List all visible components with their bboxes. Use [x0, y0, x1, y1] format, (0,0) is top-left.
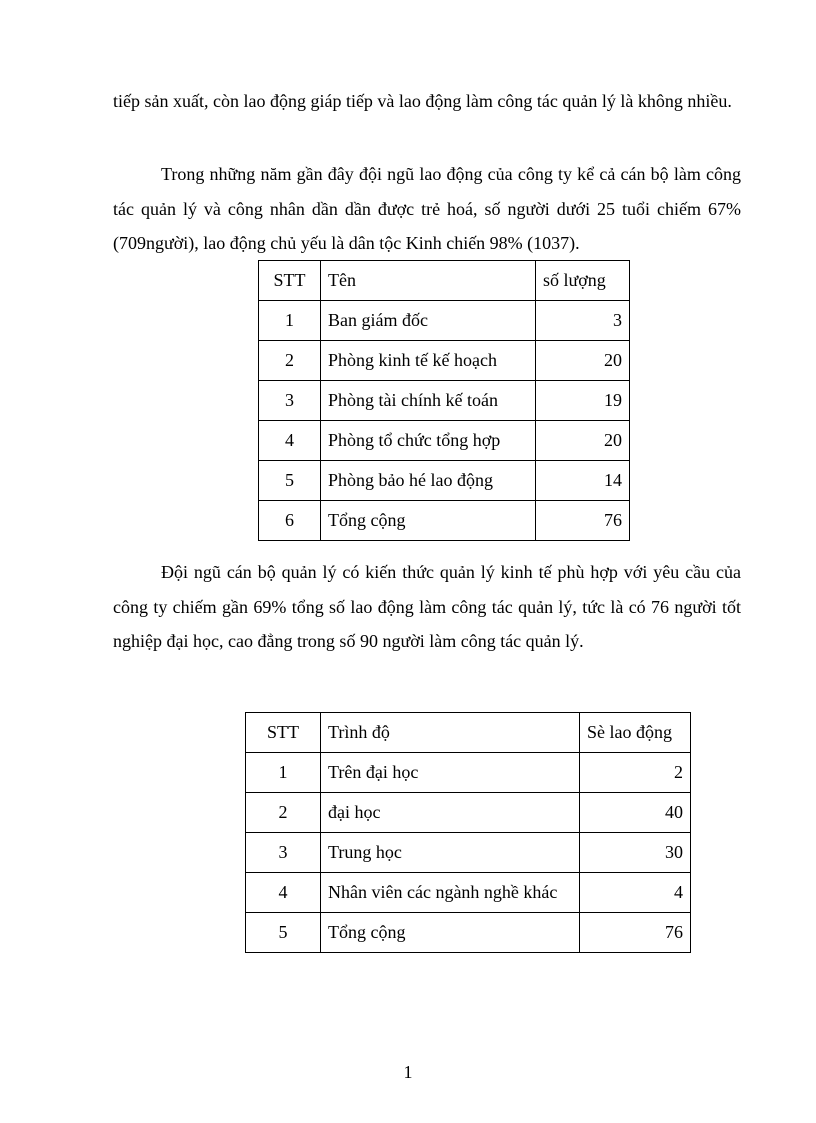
- header-name: Tên: [321, 261, 536, 301]
- paragraph-3: Đội ngũ cán bộ quản lý có kiến thức quản lý kinh tế phù hợp với yêu cầu của công ty chiếm gần 69% tổng số lao động làm công tác quản lý, tức là có 76 người tốt nghiệp đại học, cao đẳng trong số 90 người làm công tác quản lý.: [113, 562, 741, 651]
- table-row: [246, 833, 691, 873]
- table-row: [246, 753, 691, 793]
- cell-workers: 76: [580, 913, 691, 953]
- cell-stt: 1: [259, 301, 321, 341]
- cell-quantity: 20: [536, 421, 630, 461]
- cell-stt: 3: [246, 833, 321, 873]
- paragraph-2: Trong những năm gần đây đội ngũ lao động của công ty kể cả cán bộ làm công tác quản lý và công nhân dần dần được trẻ hoá, số người dưới 25 tuổi chiếm 67% (709người), lao động chủ yếu là dân tộc Kinh chiến 98% (1037).: [113, 164, 741, 253]
- cell-name: Phòng kinh tế kế hoạch: [321, 341, 536, 381]
- cell-stt: 4: [246, 873, 321, 913]
- cell-quantity: 14: [536, 461, 630, 501]
- cell-workers: 30: [580, 833, 691, 873]
- table-row: [259, 381, 630, 421]
- header-stt: STT: [259, 261, 321, 301]
- table-row: [246, 913, 691, 953]
- cell-level: Trung học: [321, 833, 580, 873]
- table-row: [246, 793, 691, 833]
- cell-stt: 2: [259, 341, 321, 381]
- cell-quantity: 19: [536, 381, 630, 421]
- education-level-table: [245, 712, 691, 953]
- paragraph-1: tiếp sản xuất, còn lao động giáp tiếp và lao động làm công tác quản lý là không nhiều.: [113, 91, 732, 111]
- table-row: [259, 421, 630, 461]
- cell-level: đại học: [321, 793, 580, 833]
- page-number: 1: [403, 1062, 413, 1082]
- table-row: [259, 301, 630, 341]
- cell-quantity: 3: [536, 301, 630, 341]
- cell-name: Tổng cộng: [321, 501, 536, 541]
- cell-level: Trên đại học: [321, 753, 580, 793]
- cell-name: Phòng bảo hé lao động: [321, 461, 536, 501]
- header-workers: Sè lao động: [580, 713, 691, 753]
- table-header-row: [259, 261, 630, 301]
- cell-quantity: 76: [536, 501, 630, 541]
- cell-stt: 2: [246, 793, 321, 833]
- header-stt: STT: [246, 713, 321, 753]
- table-row: [259, 501, 630, 541]
- table-header-row: [246, 713, 691, 753]
- cell-level: Tổng cộng: [321, 913, 580, 953]
- cell-workers: 2: [580, 753, 691, 793]
- cell-level: Nhân viên các ngành nghề khác: [321, 873, 580, 913]
- cell-quantity: 20: [536, 341, 630, 381]
- header-quantity: số lượng: [536, 261, 630, 301]
- cell-stt: 5: [246, 913, 321, 953]
- table-row: [246, 873, 691, 913]
- table-row: [259, 461, 630, 501]
- cell-name: Phòng tổ chức tổng hợp: [321, 421, 536, 461]
- cell-stt: 4: [259, 421, 321, 461]
- cell-workers: 40: [580, 793, 691, 833]
- cell-workers: 4: [580, 873, 691, 913]
- department-staff-table: [258, 260, 630, 541]
- cell-stt: 6: [259, 501, 321, 541]
- cell-stt: 3: [259, 381, 321, 421]
- cell-name: Phòng tài chính kế toán: [321, 381, 536, 421]
- header-level: Trình độ: [321, 713, 580, 753]
- cell-stt: 5: [259, 461, 321, 501]
- table-row: [259, 341, 630, 381]
- cell-name: Ban giám đốc: [321, 301, 536, 341]
- cell-stt: 1: [246, 753, 321, 793]
